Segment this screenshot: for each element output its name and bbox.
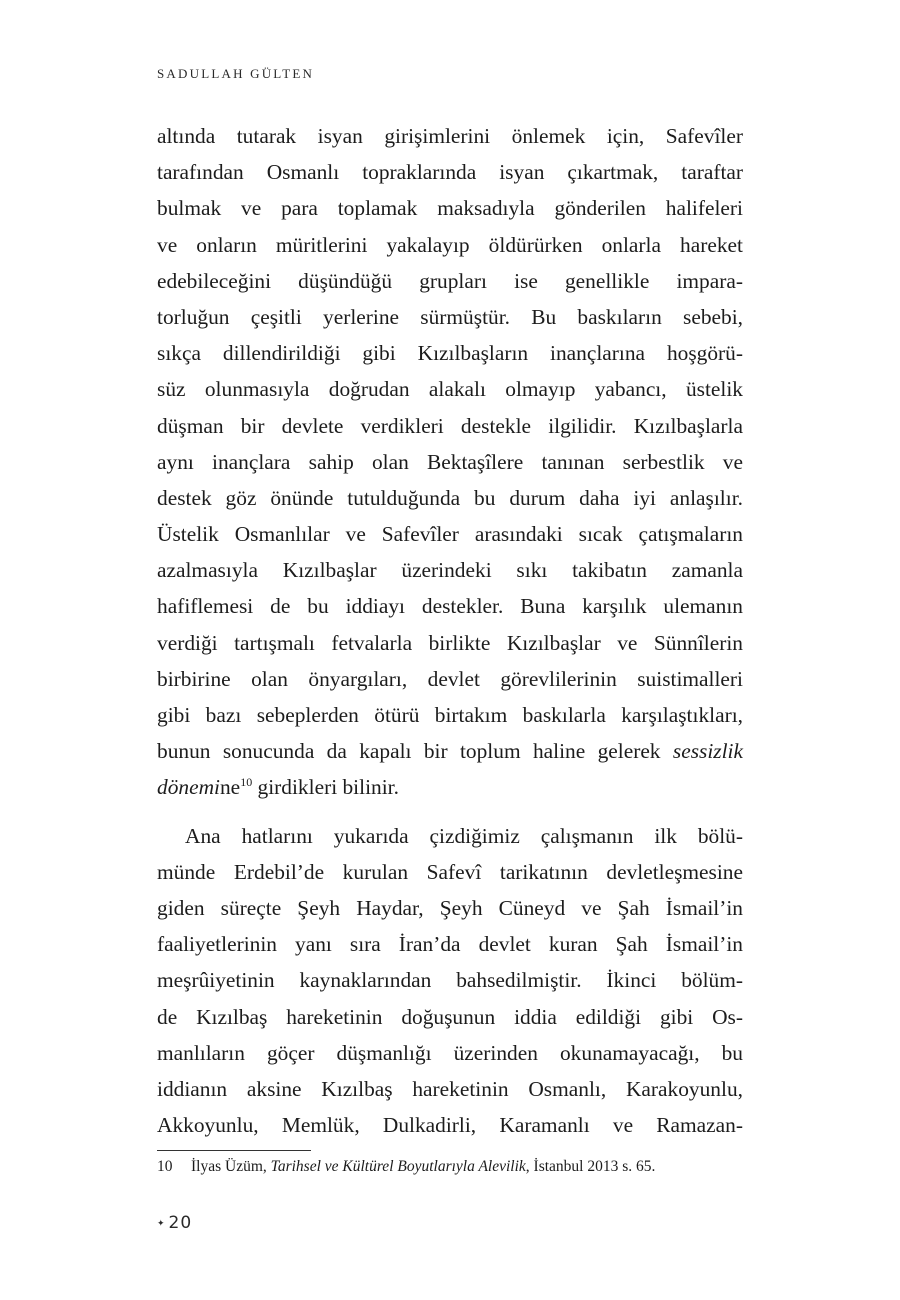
text-line: gibi bazı sebeplerden ötürü birtakım baskılarla karşılaştıkları, <box>157 703 743 727</box>
paragraph-gap <box>157 806 743 818</box>
body-text <box>157 118 743 1143</box>
text-line: süz olunmasıyla doğrudan alakalı olmayıp yabancı, üstelik <box>157 377 743 402</box>
text-line: bulmak ve para toplamak maksadıyla gönderilen halifeleri <box>157 196 743 221</box>
footnote-reference[interactable]: 10 <box>240 775 253 790</box>
footnote <box>157 1158 747 1176</box>
text-line: altında tutarak isyan girişimlerini önlemek için, Safevîler <box>157 124 743 148</box>
text-line: de Kızılbaş hareketinin doğuşunun iddia edildiği gibi Os- <box>157 1004 743 1029</box>
text-line: iddianın aksine Kızılbaş hareketinin Osmanlı, Karakoyunlu, <box>157 1076 743 1101</box>
text-line: edebileceğini düşündüğü grupları ise genellikle impara- <box>157 268 743 293</box>
text-segment: bunun sonucunda da kapalı bir toplum haline gelerek <box>157 739 673 764</box>
text-line: destek göz önünde tutulduğunda bu durum daha iyi anlaşılır. <box>157 485 743 510</box>
diamond-ornament-icon: ✦ <box>157 1219 166 1229</box>
text-line: faaliyetlerinin yanı sıra İran’da devlet kuran Şah İsmail’in <box>157 932 743 957</box>
text-line: münde Erdebil’de kurulan Safevî tarikatının devletleşmesine <box>157 859 743 884</box>
footnote-title: Tarihsel ve Kültürel Boyutlarıyla Alevilik <box>270 1158 526 1175</box>
text-line: tarafından Osmanlı topraklarında isyan çıkartmak, taraftar <box>157 160 743 185</box>
text-line: Üstelik Osmanlılar ve Safevîler arasındaki sıcak çatışmaların <box>157 522 743 547</box>
text-line: aynı inançlara sahip olan Bektaşîlere tanınan serbestlik ve <box>157 449 743 474</box>
text-line: Akkoyunlu, Memlük, Dulkadirli, Karamanlı ve Ramazan- <box>157 1113 743 1138</box>
text-line: hafiflemesi de bu iddiayı destekler. Buna karşılık ulemanın <box>157 594 743 619</box>
text-line: ve onların müritlerini yakalayıp öldürürken onlarla hareket <box>157 232 743 257</box>
text-line: azalmasıyla Kızılbaşlar üzerindeki sıkı takibatın zamanla <box>157 558 743 583</box>
text-line <box>157 733 743 769</box>
text-line <box>157 769 743 805</box>
text-line: sıkça dillendirildiği gibi Kızılbaşların inançlarına hoşgörü- <box>157 341 743 366</box>
running-head: SADULLAH GÜLTEN <box>157 66 315 81</box>
text-line: torluğun çeşitli yerlerine sürmüştür. Bu baskıların sebebi, <box>157 304 743 329</box>
footnote-rule <box>157 1150 311 1151</box>
footnote-number: 10 <box>157 1158 173 1175</box>
footnote-author: İlyas Üzüm, <box>191 1158 271 1175</box>
paragraph-2 <box>157 818 743 1144</box>
italic-term: sessizlik <box>672 739 743 764</box>
text-segment: ne <box>219 775 241 800</box>
text-line: meşrûiyetinin kaynaklarından bahsedilmiştir. İkinci bölüm- <box>157 968 743 993</box>
text-line: giden süreçte Şeyh Haydar, Şeyh Cüneyd ve Şah İsmail’in <box>157 895 743 920</box>
text-line: düşman bir devlete verdikleri destekle ilgilidir. Kızılbaşlarla <box>157 413 743 438</box>
text-line: verdiği tartışmalı fetvalarla birlikte Kızılbaşlar ve Sünnîlerin <box>157 630 743 655</box>
text-line: Ana hatlarını yukarıda çizdiğimiz çalışmanın ilk bölü- <box>185 823 743 848</box>
italic-term: dönemi <box>157 775 220 800</box>
page-number-block <box>157 1213 192 1233</box>
page-number: 20 <box>168 1213 193 1233</box>
footnote-details: , İstanbul 2013 s. 65. <box>525 1158 656 1175</box>
text-line: birbirine olan önyargıları, devlet görevlilerinin suistimalleri <box>157 666 743 691</box>
paragraph-1 <box>157 118 743 806</box>
text-line: manlıların göçer düşmanlığı üzerinden okunamayacağı, bu <box>157 1040 743 1065</box>
text-segment: girdikleri bilinir. <box>252 775 399 800</box>
